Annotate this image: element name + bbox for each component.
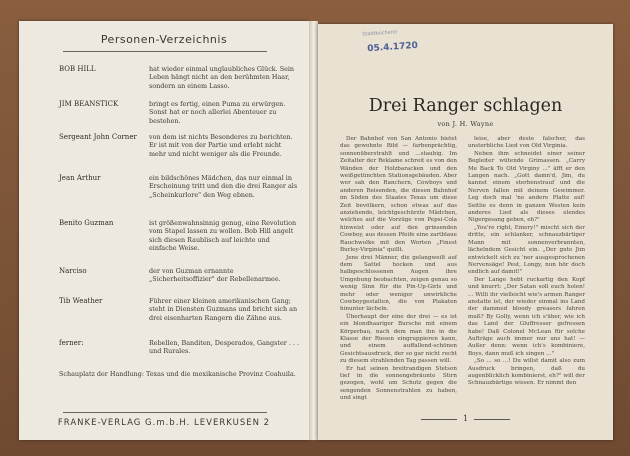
setting-note: Schauplatz der Handlung: Texas und die mexikanische Provinz Coahuila. xyxy=(59,370,296,378)
paragraph: „You're right, Emery!" mischt sich der dritte, ein schlanker, schnauzbärtiger Mann mit sonnenverbrannten, lächelndem Gesicht ein. „Der gute Jim entwickelt sich zu 'ner ausgesprochenen Nervensäge! Pest, Longy, nun hör doch endlich auf damit!" xyxy=(468,224,585,276)
text-column-left xyxy=(340,136,457,403)
book-spine xyxy=(309,21,318,440)
paragraph: Der Bahnhof von San Antonio bietet das gewohnte Bild — farbenprächtig, sonnenüberstrahlt und ...staubig. Im Zeitalter der Reklame schreit es von den Wänden der Holzbaracken und den weißgetünchten Stationsgebäuden. Aber wer sah den Ranchern, Cowboys und anderen Reisenden, die diesen Bahnhof im Süden des Staates Texas um diese Zeit bevölkern, schon etwas auf das anziehende, leichtgeschürzte Mädchen, welches auf die Vorzüge von Pepsi-Cola hinweist oder auf den grinsenden Cowboy, aus dessen Pfeife eine zartblaue Rauchwolke mit den Worten „Finest Burley-Virginia" quillt. xyxy=(340,136,457,254)
paragraph: Jene drei Männer, die gelangweilt auf dem Sattel hocken und aus halbgeschlossenen Augen ihre Umgebung beobachten, zeigen genau so wenig Sinn für die Pin-Up-Girls und mehr oder weniger unwirkliche Cowboygestalten, die von Plakaten hinunter lächeln. xyxy=(340,254,457,313)
cast-desc: der von Guzman ernannte „Sicherheitsoffizier" der Rebellenarmee. xyxy=(149,267,281,284)
library-stamp xyxy=(362,28,419,59)
cast-role: JIM BEANSTICK xyxy=(59,100,119,108)
cast-desc: ein bildschönes Mädchen, das nur einmal in Erscheinung tritt und den die drei Ranger als „Scheinkurlore" den Weg ebnen. xyxy=(149,174,298,199)
page-title: Personen-Verzeichnis xyxy=(100,33,228,46)
cast-role: Benito Guzman xyxy=(59,219,114,227)
cast-role: Tib Weather xyxy=(59,297,103,305)
divider xyxy=(63,51,267,52)
publisher-imprint: FRANKE-VERLAG G.m.b.H. LEVERKUSEN 2 xyxy=(57,418,271,428)
paragraph: leise, aber deste falscher, das unsterbliche Lied von Old Virginia. xyxy=(468,136,585,150)
stamp-date: 05.4.1720 xyxy=(366,40,419,55)
cast-role: Sergeant John Corner xyxy=(59,133,137,141)
chapter-title: Drei Ranger schlagen xyxy=(368,96,563,116)
cast-desc: von dem ist nichts Besonderes zu berichten. Er ist mit von der Partie und erlebt nicht mehr und nicht weniger als die Freunde. xyxy=(149,133,293,158)
author-line: von J. H. Wayne xyxy=(437,120,494,128)
left-page xyxy=(19,21,309,440)
paragraph: Er hat seinen breitrandigen Stetson tief in die sonnengebräunte Stirn gezogen, wohl um Schutz gegen die sengenden Sonnenstrahlen zu haben, und singt xyxy=(340,365,457,402)
cast-role: ferner: xyxy=(59,339,84,347)
paragraph: „So ... so ...! Du willst damit also zum Ausdruck bringen, daß du augenblicklich kombinierst, eh?" will der Schnauzbärtige wissen. Er nimmt den xyxy=(468,358,585,387)
page-number xyxy=(318,414,613,423)
cast-desc: ist größenwahnsinnig genug, eine Revolution vom Stapel lassen zu wollen. Bob Hill angelt sich diesen Raublisch auf leichte und einfache Weise. xyxy=(149,219,297,253)
page-number-value: 1 xyxy=(462,414,469,423)
cast-desc: hat wieder einmal unglaubliches Glück. Sein Leben hängt nicht an den berühmten Haar, sondern an einem Lasso. xyxy=(149,65,295,90)
cast-desc: bringt es fertig, einen Puma zu erwürgen. Sonst hat er noch allerlei Abenteuer zu bestehen. xyxy=(149,100,286,125)
paragraph: Überhaupt der eine der drei — es ist ein blondhaariger Bursche mit einem Körperbau, nach dem man ihn in die Klasse der Riesen eingruppieren kann, und einem auffallend-schönen Gesichtsausdruck, der so gar nicht recht zu diesem strahlenden Tag passen will. xyxy=(340,313,457,365)
text-column-right xyxy=(468,136,585,388)
paragraph: Neben ihm schneidet einer seiner Begleiter wütende Grimassen. „Carry Me Back To Old Virginy ..." äfft er den Langen nach. „Gott damn'd, Jim, du kannst einem sterbenstrauf und die Nerven fallen mit deinem Gewimmer. Leg doch mal 'ne andere Platte auf! Seitlie es denn in ganzen Westen kein anderes Lied als dieses elendes Nigergesang geben, eh?" xyxy=(468,150,585,224)
paragraph: Der Lange hebt ruckartig den Kopf und knurrt: „Der Satan soll euch holen! ... Willi ihr vielleicht wie's armen Ranger anstatte ist, der wieder einmal ins Land der dammed bloody greasers fahren muß? By Golly, wenn ich s'über, wie ich das Land der Gluffresser gefressen habe! Daß Colonel McLean für solche Aufträge auch immer nur uns hat! — Außer denn: wenn ich's kombiniere, Boys, dann muß ich singen ..." xyxy=(468,276,585,357)
divider xyxy=(63,412,267,413)
cast-role: Jean Arthur xyxy=(59,174,101,182)
cast-desc: Führer einer kleinen amerikanischen Gang; steht in Diensten Guzmans und bricht sich an drei eisenharten Rangern die Zähne aus. xyxy=(149,297,298,322)
cast-role: Narciso xyxy=(59,267,87,275)
right-page xyxy=(318,24,613,440)
cast-desc: Rebellen, Banditen, Desperados, Gangster . . . und Rurales. xyxy=(149,339,299,356)
cast-role: BOB HILL xyxy=(59,65,96,73)
stamp-label: Stadtbücherei xyxy=(362,29,398,38)
